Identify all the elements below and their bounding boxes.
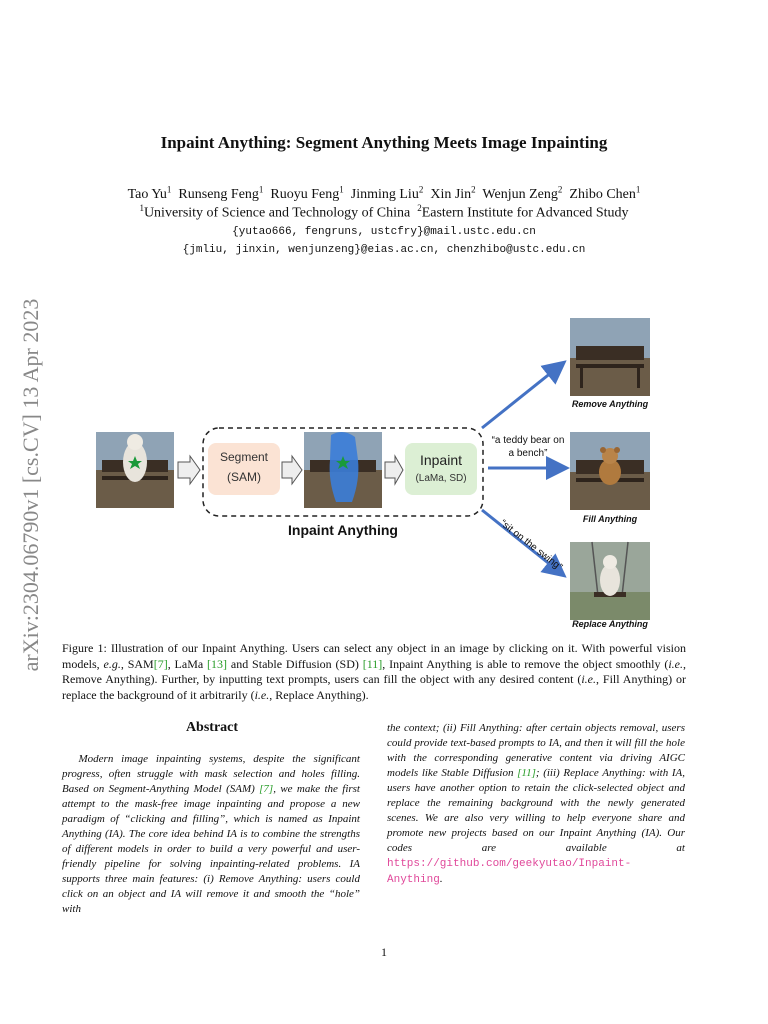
input-photo bbox=[96, 432, 174, 508]
citation-link[interactable]: [7] bbox=[259, 783, 274, 795]
fill-photo bbox=[570, 432, 650, 510]
figure-graphics bbox=[90, 310, 690, 635]
segmented-photo bbox=[304, 432, 382, 508]
remove-photo bbox=[570, 318, 650, 396]
author: Tao Yu$^1$ bbox=[127, 184, 172, 202]
author: Wenjun Zeng$^2$ bbox=[482, 184, 563, 202]
github-link[interactable]: https://github.com/geekyutao/Inpaint-Anything bbox=[387, 858, 632, 886]
segmentation-mask bbox=[330, 432, 359, 502]
inpaint-box bbox=[405, 443, 477, 495]
arrow-remove bbox=[482, 364, 562, 428]
prompt-replace: “sit on the swing” bbox=[497, 517, 565, 574]
inpaint-box-title: Inpaint bbox=[419, 452, 463, 468]
label-remove: Remove Anything bbox=[571, 399, 649, 409]
author: Xin Jin$^2$ bbox=[430, 184, 476, 202]
chevron-arrow-1 bbox=[178, 456, 200, 484]
affiliations: $^1$University of Science and Technology of China $^2$Eastern Institute for Advanced Study bbox=[139, 203, 629, 221]
figure-caption: Figure 1: Illustration of our Inpaint Anything. Users can select any object in an image by clicking on it. With powerful vision models, e.g., SAM[7], LaMa [13] and Stable Diffusion (SD) [11], Inpaint Anything is able to remove the object smoothly (i.e., Remove Anything). Further, by inputting text prompts, users can fill the object with any desired content (i.e., Fill Anything) or replace the background of it arbitrarily (i.e., Replace Anything). bbox=[62, 641, 687, 702]
page-number: 1 bbox=[381, 945, 387, 959]
paper-title: Inpaint Anything: Segment Anything Meets Image Inpainting bbox=[160, 133, 608, 152]
citation-link[interactable]: [11] bbox=[517, 767, 536, 779]
label-fill: Fill Anything bbox=[582, 514, 638, 524]
email-line-2: {jmliu, jinxin, wenjunzeng}@eias.ac.cn, chenzhibo@ustc.edu.cn bbox=[182, 244, 586, 256]
segment-box-title: Segment bbox=[219, 450, 269, 464]
label-replace: Replace Anything bbox=[572, 619, 648, 629]
arxiv-stamp: arXiv:2304.06790v1 [cs.CV] 13 Apr 2023 bbox=[18, 298, 43, 672]
abstract-right-column: the context; (ii) Fill Anything: after certain objects removal, users could provide text-based prompts to IA, and then it will fill the hole with the corresponding generative content via driving AIGC models like Stable Diffusion [11]; (iii) Replace Anything: with IA, users have another option to retain the click-selected object and replace the remaining background with the newly generated scenes. We are also very willing to help everyone share and promote new projects based on our Inpaint Anything (IA). Our codes are available at https://github.com/geekyutao/Inpaint-Anything. bbox=[387, 722, 686, 886]
citation-link[interactable]: [11] bbox=[362, 656, 383, 671]
author: Zhibo Chen$^1$ bbox=[569, 184, 641, 202]
author: Ruoyu Feng$^1$ bbox=[270, 184, 344, 202]
abstract-heading: Abstract bbox=[185, 720, 239, 735]
author: Runseng Feng$^1$ bbox=[178, 184, 264, 202]
email-line-1: {yutao666, fengruns, ustcfry}@mail.ustc.edu.cn bbox=[232, 226, 536, 238]
chevron-arrow-3 bbox=[385, 456, 403, 484]
author-list bbox=[0, 184, 768, 203]
citation-link[interactable]: [7] bbox=[153, 656, 168, 671]
segment-box-sub: (SAM) bbox=[227, 470, 261, 484]
figure-1 bbox=[90, 310, 690, 635]
chevron-arrow-2 bbox=[282, 456, 302, 484]
prompt-fill: “a teddy bear on a bench” bbox=[491, 435, 565, 459]
replace-photo bbox=[570, 542, 650, 620]
author: Jinming Liu$^2$ bbox=[350, 184, 424, 202]
abstract-left-column: Modern image inpainting systems, despite the significant progress, often struggle with mask selection and holes filling. Based on Segment-Anything Model (SAM) [7], we make the first attempt to the mask-free image inpainting and propose a new paradigm of “clicking and filling”, which is named as Inpaint Anything (IA). The core idea behind IA is to combine the strengths of different models in order to build a very powerful and user-friendly pipeline for solving inpainting-related problems. IA supports three main features: (i) Remove Anything: users could click on an object and IA will remove it and smooth the “hole” with bbox=[62, 753, 360, 915]
inpaint-box-sub: (LaMa, SD) bbox=[415, 473, 467, 484]
citation-link[interactable]: [13] bbox=[207, 656, 228, 671]
pipeline-label: Inpaint Anything bbox=[288, 522, 398, 538]
